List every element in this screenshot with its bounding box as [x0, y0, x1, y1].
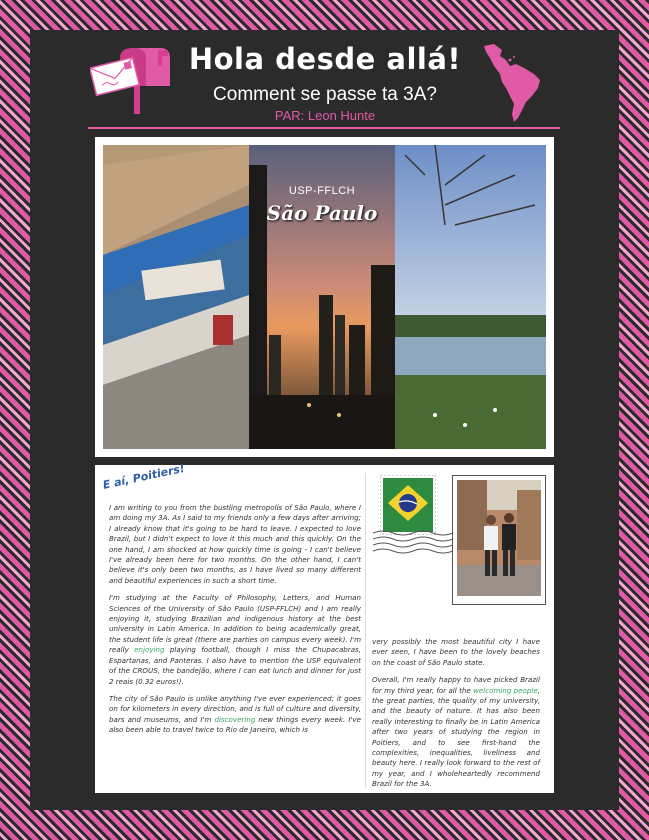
highlighted-word: welcoming people [473, 685, 538, 695]
highlighted-word: enjoying [134, 645, 165, 655]
letter-column-left [109, 503, 361, 743]
author-byline: PAR: Leon Hunte [274, 108, 376, 123]
column-divider [365, 473, 366, 788]
text-span: new things every week. I've also been able to travel twice to Rio de Janeiro, which is [109, 714, 361, 735]
letter-panel [95, 461, 554, 793]
letter-paragraph: I am writing to you from the bustling metropolis of São Paulo, where I am doing my 3A. As I said to my friends only a few days after arriving; I already know that it's going to be hard to leave. I expected to love Brazil, but I didn't expect to love it this much and this quickly. On the one hand, I am shocked at how quickly time is going - I can't believe I've already been here for two months. On the other hand, I can't believe it's only been two months, as I have lived so many different and beautiful experiences in such a short time. [109, 503, 361, 585]
header-divider [88, 127, 560, 129]
page-subtitle: Comment se passe ta 3A? [213, 84, 437, 105]
letter-paragraph [109, 694, 361, 736]
text-span: Overall, I'm really happy to have picked Brazil for my third year, for all the [372, 675, 540, 695]
city-sunset-photo [249, 145, 395, 449]
letter-paragraph [109, 593, 361, 687]
brazil-stamp-icon [380, 475, 436, 535]
letter-column-right [372, 637, 540, 797]
campus-building-photo [103, 145, 249, 449]
friends-polaroid-photo [452, 475, 546, 605]
photo-label-university: USP-FFLCH [288, 185, 356, 197]
letter-greeting: E aí, Poitiers! [101, 461, 186, 492]
highlighted-word: discovering [214, 714, 256, 724]
text-span: playing football, though I miss the Chupacabras, Espartanas, and Panteras. I also have to mention the USP equivalent of the CROUS, the bandejão, where I can eat lunch and dinner for just 2 reais (0.32 euros!). [109, 645, 362, 686]
postmark-icon [373, 527, 453, 557]
letter-paragraph: very possibly the most beautiful city I have ever seen, I have been to the lovely beaches on the coast of São Paulo state. [372, 637, 540, 667]
text-span: , the great parties, the quality of my university, and the beauty of nature. It has also been really interesting to finally be in Latin America after two years of studying the region in Poitiers, and to see first-hand the complexities, inequalities, liveliness and beauty here. I really look forward to the rest of my year, and I wholeheartedly recommend Brazil for the 3A. [372, 685, 540, 789]
text-span: The city of São Paulo is unlike anything I've ever experienced; it goes on for kilometers in every direction, and is full of culture and diversity, bars and museums, and I'm [109, 693, 361, 724]
letter-paragraph [372, 675, 540, 789]
text-span: I'm studying at the Faculty of Philosophy, Letters, and Human Sciences of the University of São Paulo (USP-FFLCH) and I am really enjoying it, studying Brazilian and indigenous history at the best university in Latin America. In addition to being academically great, the student life is great (there are parties on campus every week). I'm really [109, 593, 361, 655]
park-lake-photo [395, 145, 546, 449]
photo-label-city: São Paulo [266, 201, 378, 225]
page-title: Hola desde allá! [188, 42, 462, 76]
photo-collage [95, 137, 554, 457]
